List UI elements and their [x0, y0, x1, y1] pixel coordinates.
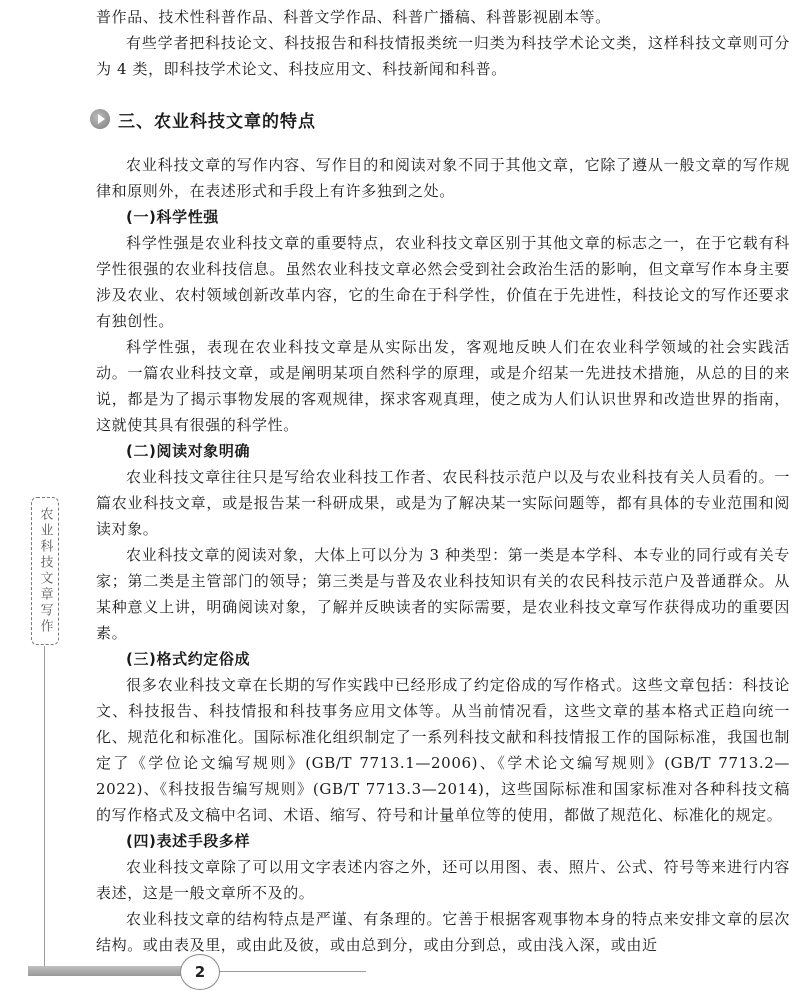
paragraph: 农业科技文章的结构特点是严谨、有条理的。它善于根据客观事物本身的特点来安排文章的层次结构。或由表及里，或由此及彼，或由总到分，或由分到总，或由浅入深，或由近: [96, 910, 790, 954]
paragraph-classification: 有些学者把科技论文、科技报告和科技情报类统一归类为科技学术论文类，这样科技文章则可分为 4 类，即科技学术论文、科技应用文、科技新闻和科普。: [96, 34, 790, 78]
subsection-heading-4: (四)表述手段多样: [126, 832, 251, 850]
paragraph: 很多农业科技文章在长期的写作实践中已经形成了约定俗成的写作格式。这些文章包括：科技论文、科技报告、科技情报和科技事务应用文体等。从当前情况看，这些文章的基本格式正趋向统一化、规范化和标准化。国际标准化组织制定了一系列科技文献和科技情报工作的国际标准，我国也制定了《学位论文编写规则》(GB/T 7713.1—2006)、《学术论文编写规则》(GB/T 7713.2—2022)、《科技报告编写规则》(GB/T 7713.3—2014)，这些国际标准和国家标准对各种科技文稿的写作格式及文稿中名词、术语、缩写、符号和计量单位等的使用，都做了规范化、标准化的规定。: [96, 676, 790, 824]
section-title: 三、农业科技文章的特点: [118, 111, 316, 132]
play-circle-icon: [90, 109, 110, 129]
page-content: [96, 4, 790, 958]
paragraph: 农业科技文章往往只是写给农业科技工作者、农民科技示范户以及与农业科技有关人员看的。一篇农业科技文章，或是报告某一科研成果，或是为了解决某一实际问题等，都有具体的专业范围和阅读对象。: [96, 468, 790, 538]
side-divider-line: [44, 646, 45, 972]
section-heading: [90, 106, 790, 132]
paragraph: 科学性强是农业科技文章的重要特点，农业科技文章区别于其他文章的标志之一，在于它载有科学性很强的农业科技信息。虽然农业科技文章必然会受到社会政治生活的影响，但文章写作本身主要涉及农业、农村领域创新改革内容，它的生命在于科学性，价值在于先进性，科技论文的写作还要求有独创性。: [96, 234, 790, 330]
paragraph: 农业科技文章除了可以用文字表述内容之外，还可以用图、表、照片、公式、符号等来进行内容表述，这是一般文章所不及的。: [96, 858, 790, 902]
section-intro: 农业科技文章的写作内容、写作目的和阅读对象不同于其他文章，它除了遵从一般文章的写作规律和原则外，在表述形式和手段上有许多独到之处。: [96, 156, 790, 200]
footer-bar: [28, 966, 196, 976]
subsection-heading-3: (三)格式约定俗成: [126, 650, 251, 668]
subsection-heading-2: (二)阅读对象明确: [126, 442, 251, 460]
paragraph: 农业科技文章的阅读对象，大体上可以分为 3 种类型：第一类是本学科、本专业的同行或有关专家；第二类是主管部门的领导；第三类是与普及农业科技知识有关的农民科技示范户及普通群众。从某种意义上讲，明确阅读对象，了解并反映读者的实际需要，是农业科技文章写作获得成功的重要因素。: [96, 546, 790, 642]
page-number: 2: [180, 954, 220, 990]
footer-rule: [206, 971, 366, 972]
side-label-text: 农业科技文章写作: [37, 507, 53, 635]
subsection-heading-1: (一)科学性强: [126, 208, 219, 226]
side-book-label: [31, 497, 59, 645]
paragraph-continued: 普作品、技术性科普作品、科普文学作品、科普广播稿、科普影视剧本等。: [96, 8, 611, 26]
paragraph: 科学性强，表现在农业科技文章是从实际出发，客观地反映人们在农业科学领域的社会实践活动。一篇农业科技文章，或是阐明某项自然科学的原理，或是介绍某一先进技术措施，从总的目的来说，都是为了揭示事物发展的客观规律，探求客观真理，使之成为人们认识世界和改造世界的指南，这就使其具有很强的科学性。: [96, 338, 790, 434]
